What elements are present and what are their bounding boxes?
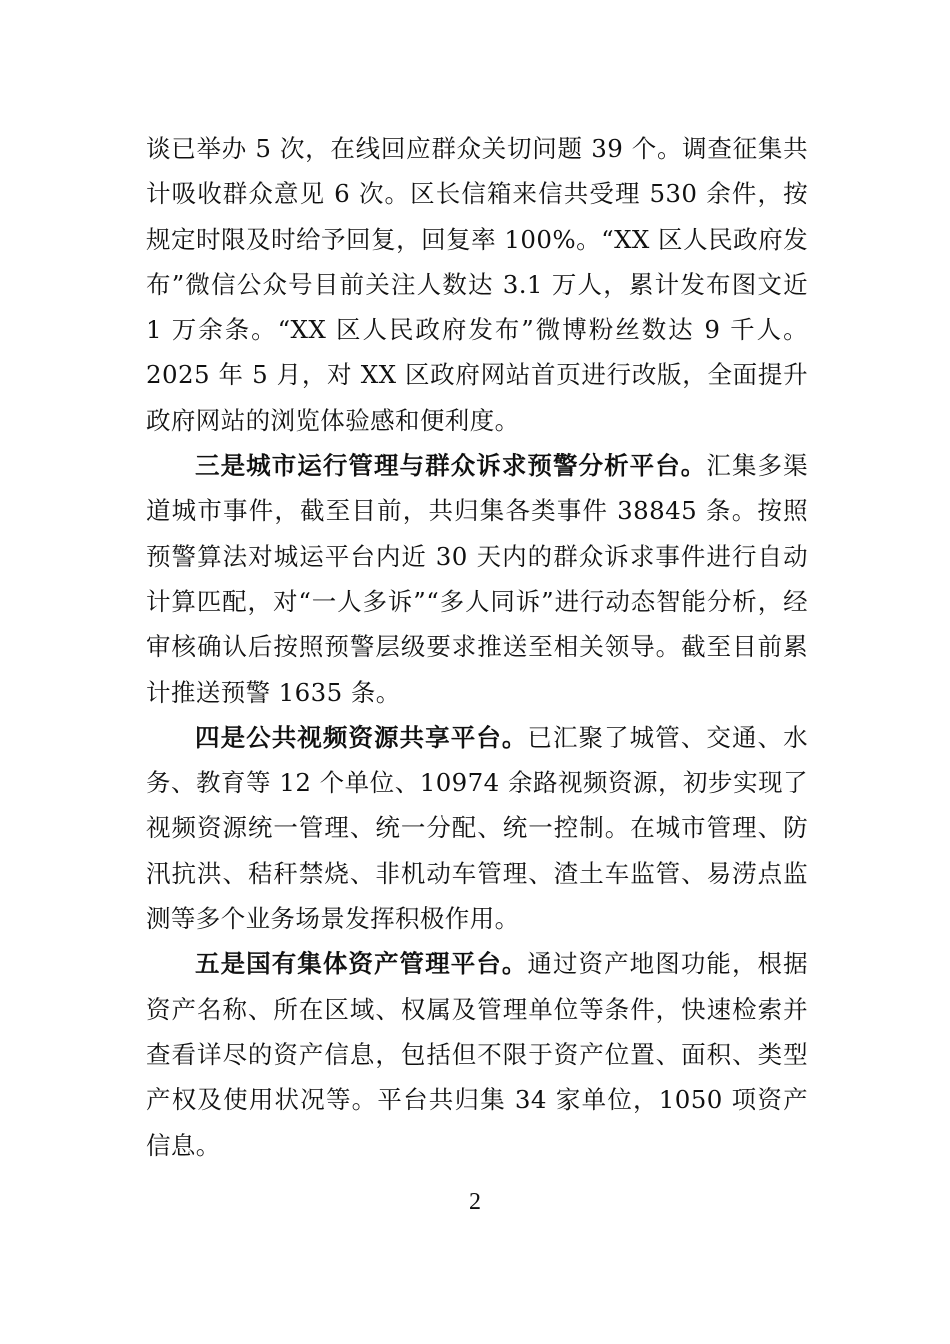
paragraph-text: 通过资产地图功能，根据资产名称、所在区域、权属及管理单位等条件，快速检索并查看详尽的资产信息，包括但不限于资产位置、面积、类型产权及使用状况等。平台共归集 34 家单位，1050 项资产信息。 [146, 949, 808, 1160]
paragraph-continuation [146, 126, 808, 443]
document-body [146, 126, 808, 1168]
paragraph-heading: 四是公共视频资源共享平台。 [195, 722, 528, 752]
paragraph-heading: 三是城市运行管理与群众诉求预警分析平台。 [195, 451, 707, 481]
paragraph-text: 谈已举办 5 次，在线回应群众关切问题 39 个。调查征集共计吸收群众意见 6 次。区长信箱来信共受理 530 余件，按规定时限及时给予回复，回复率 100%。“XX 区人民政府发布”微信公众号目前关注人数达 3.1 万人，累计发布图文近 1 万余条。“XX 区人民政府发布”微博粉丝数达 9 千人。2025 年 5 月，对 XX 区政府网站首页进行改版，全面提升政府网站的浏览体验感和便利度。 [146, 134, 808, 435]
paragraph-text: 已汇聚了城管、交通、水务、教育等 12 个单位、10974 余路视频资源，初步实现了视频资源统一管理、统一分配、统一控制。在城市管理、防汛抗洪、秸秆禁烧、非机动车管理、渣土车监管、易涝点监测等多个业务场景发挥积极作用。 [146, 722, 808, 934]
paragraph-heading: 五是国有集体资产管理平台。 [195, 949, 528, 979]
paragraph-platform-3 [146, 443, 808, 715]
paragraph-platform-5 [146, 941, 808, 1167]
paragraph-text: 汇集多渠道城市事件，截至目前，共归集各类事件 38845 条。按照预警算法对城运平台内近 30 天内的群众诉求事件进行自动计算匹配，对“一人多诉”“多人同诉”进行动态智能分析，经审核确认后按照预警层级要求推送至相关领导。截至目前累计推送预警 1635 条。 [146, 451, 808, 707]
paragraph-platform-4 [146, 715, 808, 941]
page-number: 2 [469, 1189, 481, 1215]
